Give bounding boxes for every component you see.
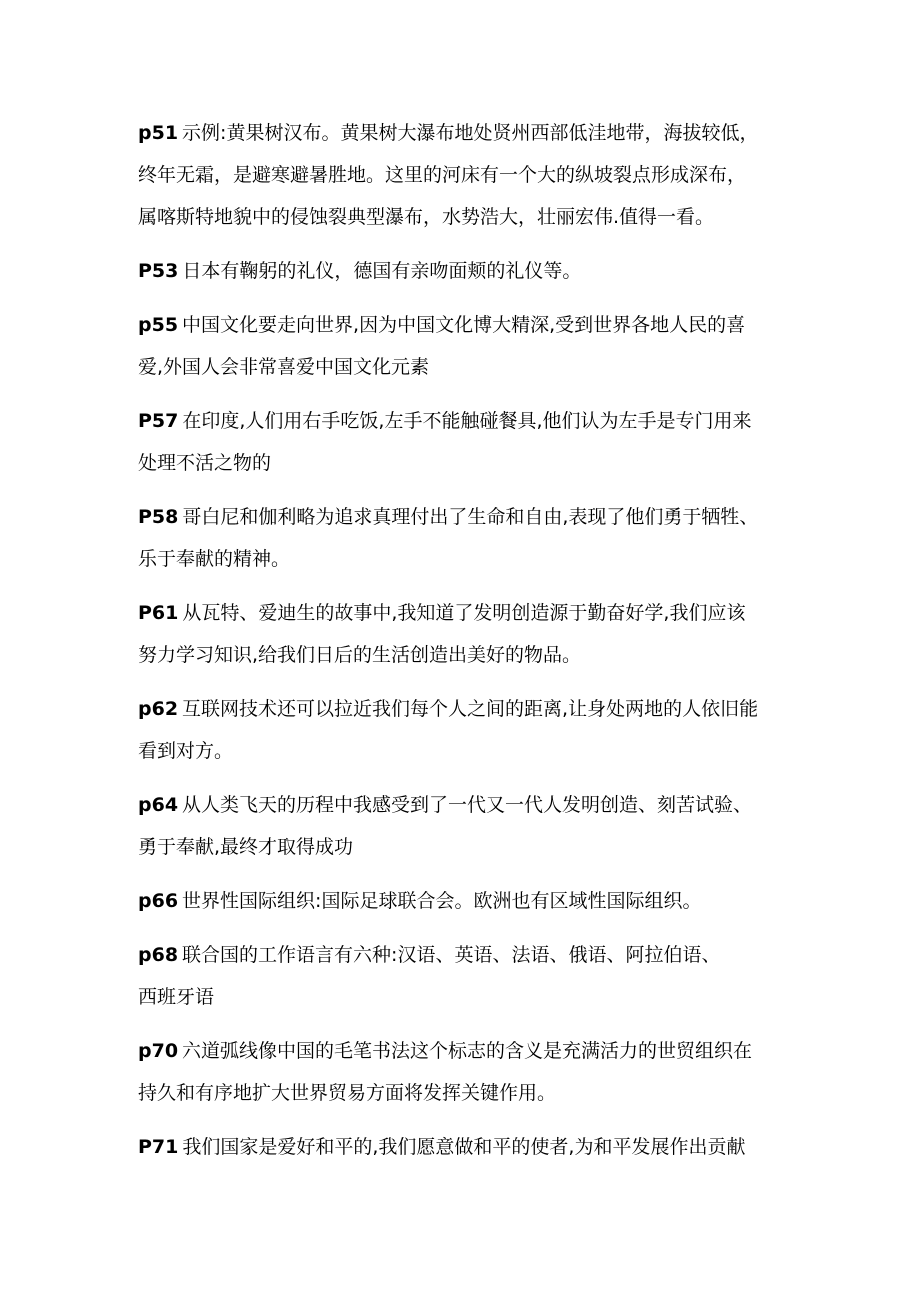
paragraph-text: 从人类飞天的历程中我感受到了一代又一代人发明创造、刻苦试验、 <box>182 794 753 816</box>
paragraph-text: 中国文化要走向世界,因为中国文化博大精深,受到世界各地人民的喜 <box>182 314 746 336</box>
paragraph-line <box>138 688 818 730</box>
page-reference: p62 <box>138 698 179 720</box>
paragraph-line <box>138 346 818 388</box>
paragraph-text: 互联网技术还可以拉近我们每个人之间的距离,让身处两地的人依旧能 <box>182 698 759 720</box>
paragraph <box>138 688 818 772</box>
paragraph-line <box>138 934 818 976</box>
page-reference: p70 <box>138 1040 179 1062</box>
paragraph-text: 爱,外国人会非常喜爱中国文化元素 <box>138 356 430 378</box>
paragraph <box>138 112 818 238</box>
paragraph <box>138 1126 818 1168</box>
paragraph-line <box>138 592 818 634</box>
page-reference: P61 <box>138 602 179 624</box>
page-reference: p51 <box>138 122 179 144</box>
page-reference: p55 <box>138 314 179 336</box>
paragraph <box>138 934 818 1018</box>
paragraph-text: 持久和有序地扩大世界贸易方面将发挥关键作用。 <box>138 1082 557 1104</box>
paragraph-text: 从瓦特、爱迪生的故事中,我知道了发明创造源于勤奋好学,我们应该 <box>182 602 746 624</box>
paragraph-text: 联合国的工作语言有六种:汉语、英语、法语、俄语、阿拉伯语、 <box>182 944 721 966</box>
paragraph-line <box>138 304 818 346</box>
paragraph-text: 在印度,人们用右手吃饭,左手不能触碰餐具,他们认为左手是专门用来 <box>182 410 752 432</box>
page-reference: P57 <box>138 410 179 432</box>
paragraph-text: 勇于奉献,最终才取得成功 <box>138 836 354 858</box>
paragraph-line <box>138 196 818 238</box>
page-reference: P71 <box>138 1136 179 1158</box>
paragraph-line <box>138 400 818 442</box>
paragraph <box>138 784 818 868</box>
paragraph-text: 乐于奉献的精神。 <box>138 548 291 570</box>
paragraph-text: 西班牙语 <box>138 986 215 1008</box>
page-reference: p66 <box>138 890 179 912</box>
paragraph-text: 努力学习知识,给我们日后的生活创造出美好的物品。 <box>138 644 582 666</box>
paragraph-line <box>138 1072 818 1114</box>
paragraph-line <box>138 784 818 826</box>
paragraph <box>138 496 818 580</box>
page-reference: p64 <box>138 794 179 816</box>
paragraph-text: 终年无霜，是避寒避暑胜地。这里的河床有一个大的纵坡裂点形成深布， <box>138 164 747 186</box>
paragraph-line <box>138 634 818 676</box>
paragraph <box>138 400 818 484</box>
paragraph-line <box>138 1126 818 1168</box>
document-body <box>138 112 818 1168</box>
paragraph-line <box>138 976 818 1018</box>
paragraph-text: 处理不活之物的 <box>138 452 272 474</box>
page-reference: p68 <box>138 944 179 966</box>
paragraph-line <box>138 730 818 772</box>
paragraph-line <box>138 496 818 538</box>
paragraph <box>138 250 818 292</box>
paragraph-text: 世界性国际组织:国际足球联合会。欧洲也有区域性国际组织。 <box>182 890 702 912</box>
paragraph-line <box>138 154 818 196</box>
page-reference: P53 <box>138 260 179 282</box>
paragraph-line <box>138 826 818 868</box>
paragraph-line <box>138 1030 818 1072</box>
page-reference: P58 <box>138 506 179 528</box>
paragraph-text: 看到对方。 <box>138 740 234 762</box>
paragraph <box>138 880 818 922</box>
paragraph-line <box>138 250 818 292</box>
paragraph-text: 示例:黄果树汉布。黄果树大瀑布地处贤州西部低洼地带，海拔较低， <box>182 122 759 144</box>
paragraph-line <box>138 880 818 922</box>
paragraph-text: 属喀斯特地貌中的侵蚀裂典型瀑布，水势浩大，壮丽宏伟.值得一看。 <box>138 206 715 228</box>
paragraph-text: 我们国家是爱好和平的,我们愿意做和平的使者,为和平发展作出贡献 <box>182 1136 746 1158</box>
paragraph-line <box>138 112 818 154</box>
paragraph-line <box>138 538 818 580</box>
paragraph-line <box>138 442 818 484</box>
paragraph <box>138 592 818 676</box>
paragraph <box>138 1030 818 1114</box>
paragraph <box>138 304 818 388</box>
paragraph-text: 日本有鞠躬的礼仪，德国有亲吻面颊的礼仪等。 <box>182 260 582 282</box>
paragraph-text: 哥白尼和伽利略为追求真理付出了生命和自由,表现了他们勇于牺牲、 <box>182 506 759 528</box>
paragraph-text: 六道弧线像中国的毛笔书法这个标志的含义是充满活力的世贸组织在 <box>182 1040 753 1062</box>
